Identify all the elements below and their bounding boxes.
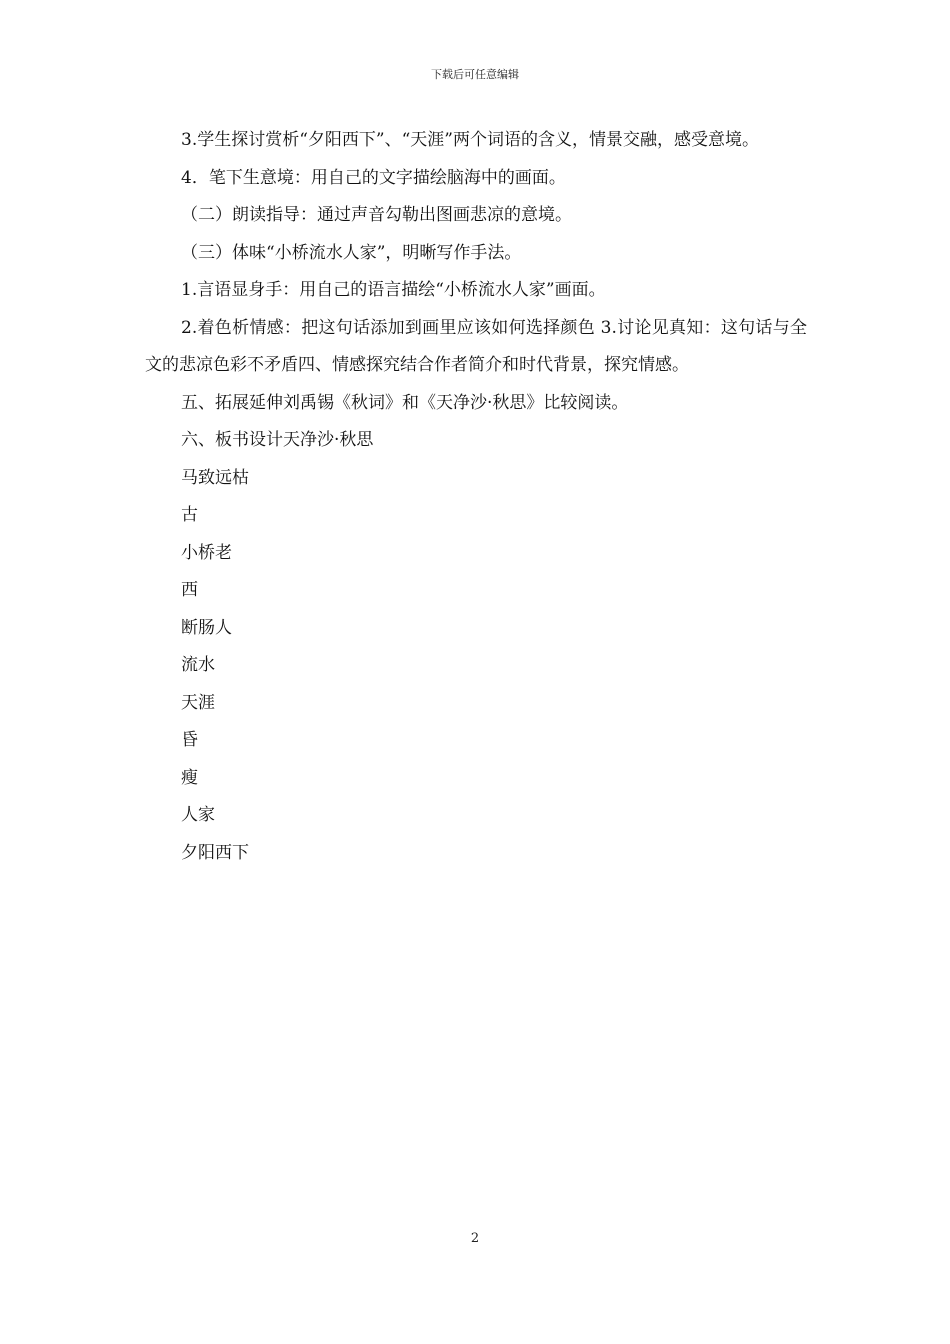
paragraph-savor-phrase: （三）体味“小桥流水人家”，明晰写作手法。 xyxy=(181,242,522,263)
board-line: 流水 xyxy=(181,655,215,675)
paragraph-describe-scene: 4．笔下生意境：用自己的文字描绘脑海中的画面。 xyxy=(181,167,566,188)
board-line: 小桥老 xyxy=(181,542,232,563)
paragraph-extension: 五、拓展延伸刘禹锡《秋词》和《天净沙·秋思》比较阅读。 xyxy=(181,392,629,413)
paragraph-language-skill: 1.言语显身手：用自己的语言描绘“小桥流水人家”画面。 xyxy=(181,280,606,300)
board-line: 人家 xyxy=(181,805,215,825)
paragraph-board-design: 六、板书设计天净沙·秋思 xyxy=(181,430,374,450)
board-line: 西 xyxy=(181,580,198,600)
page-number: 2 xyxy=(470,1231,480,1246)
board-line: 昏 xyxy=(181,730,198,750)
paragraph-appreciate-words: 3.学生探讨赏析“夕阳西下”、“天涯”两个词语的含义，情景交融，感受意境。 xyxy=(181,130,759,150)
board-line: 天涯 xyxy=(181,692,215,713)
paragraph-reading-guide: （二）朗读指导：通过声音勾勒出图画悲凉的意境。 xyxy=(181,205,572,225)
paragraph-color-emotion: 2.着色析情感：把这句话添加到画里应该如何选择颜色 3.讨论见真知：这句话与全文的悲凉色彩不矛盾四、情感探究结合作者简介和时代背景，探究情感。 xyxy=(145,317,807,375)
board-line: 古 xyxy=(181,505,198,525)
board-line: 夕阳西下 xyxy=(181,842,249,863)
page-header: 下载后可任意编辑 xyxy=(431,68,519,81)
board-line: 马致远枯 xyxy=(181,467,249,488)
document-body xyxy=(145,122,807,872)
board-line: 断肠人 xyxy=(181,617,232,638)
board-design-lines xyxy=(145,460,807,873)
board-line: 瘦 xyxy=(181,767,198,788)
